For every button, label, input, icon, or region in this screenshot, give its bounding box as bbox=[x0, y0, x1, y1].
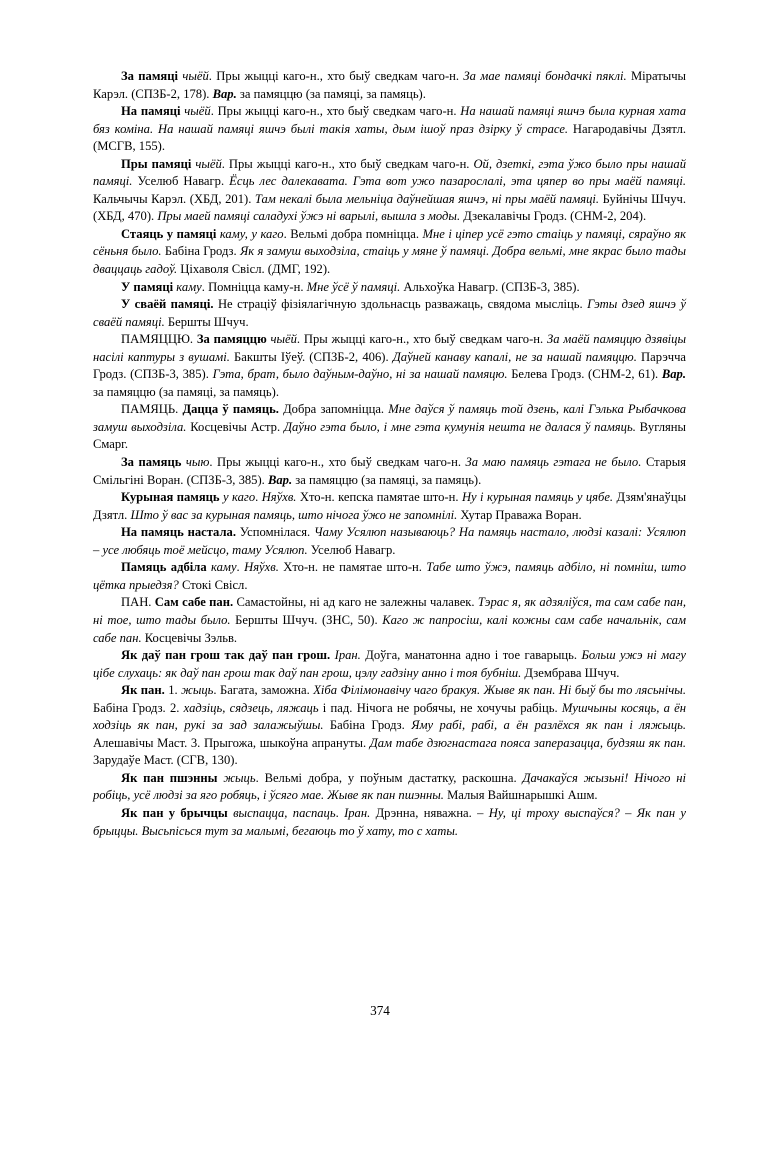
example: Хіба Філімонавічу чаго бракуя. Жыве як пан. Ні быў бы то лясьнічы. bbox=[313, 683, 686, 698]
example: За маю памяць гэтага не было. bbox=[465, 455, 642, 470]
source: Ціхаволя Свісл. (ДМГ, 192). bbox=[177, 262, 331, 277]
grammar-note: каму bbox=[176, 279, 202, 294]
grammar-note: чыёй bbox=[184, 104, 211, 119]
entry-yak-pan-pshenny bbox=[93, 770, 686, 805]
example: Даўней канаву капалі, не за нашай памяццю. bbox=[392, 349, 637, 364]
grammar-note: чыю bbox=[185, 455, 210, 470]
grammar-note: каму, у каго bbox=[219, 226, 284, 241]
source: Бабіна Гродз. bbox=[93, 700, 170, 715]
source: Хутар Праважа Воран. bbox=[457, 507, 582, 522]
entry-za-pamyaci bbox=[93, 68, 686, 103]
headword: У памяці bbox=[121, 279, 174, 294]
headword: Як пан. bbox=[121, 683, 165, 698]
variants: за памяццю (за памяці, за памяць). bbox=[236, 86, 426, 101]
example: Што ў вас за курыная памяць, што нічога ўжо не запомнілі. bbox=[130, 507, 458, 522]
definition: . Вельмі добра помніцца. bbox=[283, 226, 423, 241]
source: Бершты Шчуч. bbox=[164, 314, 249, 329]
usage-label: Няўхв. bbox=[261, 490, 297, 505]
entry-dacca-u-pamyac bbox=[93, 401, 686, 454]
entry-sam-sabe-pan bbox=[93, 594, 686, 647]
headword: На памяць настала. bbox=[121, 525, 236, 540]
variants: за памяццю (за памяці, за памяць). bbox=[292, 472, 482, 487]
entry-u-svayoy-pamyaci bbox=[93, 296, 686, 331]
headword: За памяці bbox=[121, 69, 178, 83]
example: Ну, ці троху выспаўся? – Як пан у брыццы. Высьпісься тут за малымі, бегаюць то ў хату, то с хаты. bbox=[93, 805, 687, 838]
source: Бакшты Іўеў. (СПЗБ-2, 406). bbox=[229, 349, 393, 364]
definition: Успомнілася. bbox=[235, 525, 314, 540]
definition: Хто-н. не памятае што-н. bbox=[278, 560, 427, 575]
definition: Дрэнна, няважна. – bbox=[370, 805, 489, 820]
definition: . Пры жыцці каго-н., хто быў сведкам чаго-н. bbox=[296, 332, 547, 347]
entry-na-pamyac-nastala bbox=[93, 524, 686, 559]
source: Уселюб Навагр. bbox=[132, 174, 230, 189]
entry-stayac-u-pamyaci bbox=[93, 226, 686, 279]
variant-label: Вар. bbox=[661, 367, 687, 382]
example: Чаму Усялюп называюць? На памяць настало, людзі казалі: Усялюп – усе любяць тоё мейсцо, таму Усялюп. bbox=[93, 525, 686, 557]
section-label: ПАМЯЦЦЮ. bbox=[121, 332, 194, 347]
source: Косцевічы Зэльв. bbox=[141, 630, 238, 645]
grammar-note: выспацца, паспаць bbox=[233, 805, 336, 820]
entry-yak-pan bbox=[93, 682, 686, 770]
definition: Прыгожа, шыкоўна апрануты. bbox=[203, 735, 370, 750]
definition: Самастойны, ні ад каго не залежны чалавек. bbox=[233, 595, 478, 610]
example: Як я замуш выходзіла, стаіць у мяне ў памяці. Добра вельмі, мне якрас было тады дваццаць гадоў. bbox=[93, 244, 686, 277]
definition: . Пры жыцці каго-н., хто быў сведкам чаго-н. bbox=[209, 455, 466, 470]
entry-kurynaya-pamyac: Курыная памяць у каго. Няўхв. Хто-н. кепска памятае што-н. Ну і курыная памяць у цябе. Дзям'янаўцы Дзятл. Што ў вас за курыная памяць, што нічога ўжо не запомнілі. Хутар Праважа Воран. bbox=[93, 490, 687, 522]
example: За маёй памяццю дзявіцы насілі каптуры з вушамі. bbox=[93, 332, 686, 364]
example: Пры маей памяці саладухі ўжэ ні варылі, вышла з моды. bbox=[157, 209, 461, 224]
source: Дзекалавічы Гродз. (СНМ-2, 204). bbox=[460, 209, 647, 224]
entry-yak-dau-pan-grosh bbox=[93, 647, 686, 682]
sense-number: 3. bbox=[190, 735, 204, 750]
source: Белева Гродз. (СНМ-2, 61). bbox=[507, 367, 662, 382]
definition: . Пры жыцці каго-н., хто быў сведкам чаго-н. bbox=[208, 69, 464, 83]
example: Мушчыны косяць, а ён ходзіць як пан, рукі за зад залажыўшы. bbox=[93, 700, 687, 733]
source: Парэчча Гродз. (СПЗБ-3, 385). bbox=[93, 349, 686, 382]
headword: Стаяць у памяці bbox=[121, 226, 217, 241]
section-label: ПАН. bbox=[121, 595, 152, 610]
definition: . Вельмі добра, у поўным дастатку, раскошна. bbox=[255, 770, 523, 785]
headword: Як даў пан грош так даў пан грош. bbox=[121, 648, 331, 663]
grammar-note: жыць bbox=[223, 770, 256, 785]
headword: Памяць адбіла bbox=[121, 560, 207, 575]
headword: Пры памяці bbox=[121, 156, 192, 171]
example: Мне даўся ў памяць той дзень, калі Гэлька Рыбачкова замуш выходзіла. bbox=[93, 402, 687, 434]
source: Зарудаўе Маст. (СГВ, 130). bbox=[93, 753, 238, 768]
page-number: 374 bbox=[370, 1003, 390, 1018]
source: Бершты Шчуч. (ЗНС, 50). bbox=[230, 612, 383, 627]
grammar-note: хадзіць, сядзець, ляжаць bbox=[183, 700, 319, 715]
source: Уселюб Навагр. bbox=[307, 542, 396, 557]
sense-number: 2. bbox=[169, 700, 184, 715]
example: Тэрас я, як адзяліўся, та сам сабе пан, ні тое, што тады было. bbox=[93, 595, 686, 627]
grammar-note: жыць bbox=[181, 683, 214, 698]
example: На нашай памяці яшчэ была курная хата бяз коміна. На нашай памяці яшчэ былі такія хаты, дым ішоў праз дзірку ў страсе. bbox=[93, 104, 686, 136]
headword: На памяці bbox=[121, 104, 181, 119]
source: Алешавічы Маст. bbox=[93, 735, 191, 750]
source: Бабіна Гродз. bbox=[161, 244, 240, 259]
example: За мае памяці бондачкі пяклі. bbox=[463, 69, 627, 83]
source: Буйнічы Шчуч. (ХБД, 470). bbox=[93, 191, 686, 224]
source: Нагародавічы Дзятл. (МСГВ, 155). bbox=[93, 121, 687, 154]
example: Мне ўсё ў памяці. bbox=[306, 279, 401, 294]
definition: . Помніцца каму-н. bbox=[201, 279, 307, 294]
source: Старыя Смільгіні Воран. (СПЗБ-3, 385). bbox=[93, 455, 686, 487]
example: Ёсць лес далекавата. Гэта вот ужо пазарослалі, эта цяпер во пры маёй памяці. bbox=[229, 174, 686, 189]
source: Стокі Свісл. bbox=[178, 577, 248, 592]
example: Дачакаўся жызьні! Нічого ні робіць, усё людзі за яго робяць, і ўсяго мае. Жыве як пан пшэнны. bbox=[93, 770, 686, 803]
headword: Як пан пшэнны bbox=[121, 770, 218, 785]
variant-label: Вар. bbox=[212, 86, 237, 101]
definition: і пад. Нічога не робячы, не хочучы рабіць. bbox=[318, 700, 562, 715]
definition: . Багата, заможна. bbox=[213, 683, 314, 698]
headword: Сам сабе пан. bbox=[154, 595, 234, 610]
example: Даўно гэта было, і мне гэта кумунія нешта не далася ў памяць. bbox=[283, 419, 636, 434]
grammar-note: у каго bbox=[223, 490, 256, 505]
definition: . Пры жыцці каго-н., хто быў сведкам чаго-н. bbox=[210, 104, 461, 119]
definition: . Пры жыцці каго-н., хто быў сведкам чаго-н. bbox=[221, 156, 474, 171]
source: Дзям'янаўцы Дзятл. bbox=[93, 490, 687, 522]
example: Гэты дзед яшчэ ў сваёй памяці. bbox=[93, 297, 687, 329]
source: Бабіна Гродз. bbox=[323, 718, 412, 733]
definition: Не страціў фізіялагічную здольнасць разважаць, свядома мысліць. bbox=[213, 297, 588, 312]
entry-u-pamyaci bbox=[93, 279, 686, 297]
definition: Доўга, манатонна адно і тое гаварыць. bbox=[360, 648, 582, 663]
example: Больш ужэ ні магу цібе слухаць: як даў пан грош так даў пан грош, цэлу гадзіну анно і тоя бубніш. bbox=[93, 648, 686, 680]
usage-label: Іран. bbox=[344, 805, 371, 820]
entry-na-pamyaci bbox=[93, 103, 686, 156]
usage-label: Няўхв. bbox=[244, 560, 279, 575]
definition: Хто-н. кепска памятае што-н. bbox=[296, 490, 462, 505]
source: Дзембрава Шчуч. bbox=[521, 665, 620, 680]
example: Дам табе дзюгнастага пояса заперазацца, будзяш як пан. bbox=[369, 735, 687, 750]
example: Мне і ціпер усё гэто стаіць у памяці, сяраўно як сёньня было. bbox=[93, 226, 686, 259]
headword: Як пан у брычцы bbox=[121, 805, 228, 820]
headword: За памяць bbox=[121, 455, 182, 470]
usage-label: Іран. bbox=[334, 648, 361, 663]
grammar-note: чыёй bbox=[182, 69, 209, 83]
headword: Курыная памяць bbox=[121, 490, 220, 505]
grammar-note: чыёй bbox=[195, 156, 222, 171]
source: Малыя Вайшнарышкі Ашм. bbox=[443, 788, 598, 803]
example: Яму рабі, рабі, а ён разлёхся як пан і ляжыць. bbox=[411, 718, 687, 733]
source: Альхоўка Навагр. (СПЗБ-3, 385). bbox=[400, 279, 580, 294]
example: Ой, дзеткі, гэта ўжо было пры нашай памяці. bbox=[93, 156, 686, 189]
entry-yak-pan-u-brychcy: Як пан у брычцы выспацца, паспаць. Іран. Дрэнна, няважна. – Ну, ці троху выспаўся? – Як пан у брыццы. Высьпісься тут за малымі, бегаюць то ў хату, то с хаты. bbox=[93, 805, 687, 838]
section-label: ПАМЯЦЬ. bbox=[121, 402, 179, 417]
example: Табе што ўжэ, памяць адбіло, ні помніш, што цётка прыедзя? bbox=[93, 560, 687, 592]
entry-pamyaccyu bbox=[93, 331, 686, 401]
grammar-note: чыёй bbox=[270, 332, 297, 347]
source: Косцевічы Астр. bbox=[186, 419, 284, 434]
headword: У сваёй памяці. bbox=[121, 297, 214, 312]
definition: Добра запомніцца. bbox=[278, 402, 389, 417]
source: Міратычы Карэл. (СПЗБ-2, 178). bbox=[93, 69, 686, 101]
headword: За памяццю bbox=[196, 332, 267, 347]
example: Там некалі была мельніца даўнейшая яшчэ, ні пры маёй памяці. bbox=[254, 191, 600, 206]
example: Гэта, брат, было даўным-даўно, ні за нашай памяцю. bbox=[212, 367, 508, 382]
example: Каго ж папросіш, калі кожны сам сабе начальнік, сам сабе пан. bbox=[93, 612, 686, 645]
source: Кальчычы Карэл. (ХБД, 201). bbox=[93, 191, 255, 206]
variants: за памяццю (за памяці, за памяць). bbox=[93, 384, 280, 399]
variant-label: Вар. bbox=[267, 472, 293, 487]
entry-pry-pamyaci bbox=[93, 156, 686, 226]
grammar-note: каму bbox=[211, 560, 237, 575]
entry-za-pamyac bbox=[93, 454, 686, 489]
sense-number: 1. bbox=[164, 683, 182, 698]
example: Ну і курыная памяць у цябе. bbox=[461, 490, 614, 505]
entry-pamyac-adbila: Памяць адбіла каму. Няўхв. Хто-н. не памятае што-н. Табе што ўжэ, памяць адбіло, ні помніш, што цётка прыедзя? Стокі Свісл. bbox=[93, 560, 687, 592]
headword: Дацца ў памяць. bbox=[182, 402, 279, 417]
source: Вугляны Смарг. bbox=[93, 419, 686, 452]
page-body bbox=[93, 68, 686, 840]
